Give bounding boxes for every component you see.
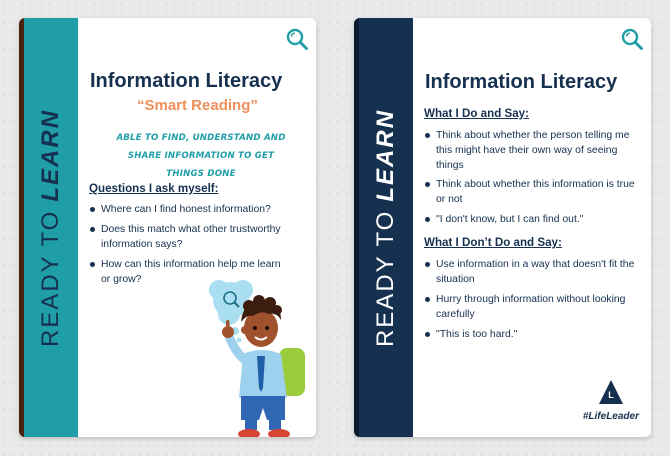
dont-list xyxy=(425,257,635,347)
spine-label: READY TOLEARN xyxy=(372,108,399,347)
spine-label: READY TOLEARN xyxy=(37,108,64,347)
magnifier-icon xyxy=(620,27,644,51)
list-item: Think about whether the person telling me this might have their own way of seeing things xyxy=(425,128,635,173)
list-item: Think about whether this information is true or not xyxy=(425,177,636,207)
list-item: Where can I find honest information? xyxy=(90,202,304,217)
list-item: "I don't know, but I can find out." xyxy=(425,212,635,227)
card-subtitle: “Smart Reading” xyxy=(137,97,258,114)
card-tagline: ABLE TO FIND, UNDERSTAND AND SHARE INFORMATION TO GET THINGS DONE xyxy=(116,133,286,179)
list-item: Hurry through information without looking carefully xyxy=(425,292,636,322)
child-illustration xyxy=(205,276,311,437)
list-item: How can this information help me learn or grow? xyxy=(90,257,281,287)
hashtag: #LifeLeader xyxy=(582,411,639,422)
card-do-and-dont xyxy=(354,18,651,437)
section-heading-dont: What I Don’t Do and Say: xyxy=(424,236,562,249)
list-item: Use information in a way that doesn't fit the situation xyxy=(425,257,635,287)
card-spine xyxy=(19,18,78,437)
card-spine xyxy=(354,18,413,437)
card-title: Information Literacy xyxy=(90,70,283,92)
do-list xyxy=(425,128,635,232)
leader-logo-icon xyxy=(598,379,624,405)
section-heading-do: What I Do and Say: xyxy=(424,107,529,120)
svg-text:L: L xyxy=(608,390,614,400)
section-heading-questions: Questions I ask myself: xyxy=(89,182,219,195)
magnifier-icon xyxy=(285,27,309,51)
card-smart-reading xyxy=(19,18,316,437)
list-item: "This is too hard." xyxy=(425,327,635,342)
card-title: Information Literacy xyxy=(425,71,618,93)
list-item: Does this match what other trustworthy information says? xyxy=(90,222,304,252)
